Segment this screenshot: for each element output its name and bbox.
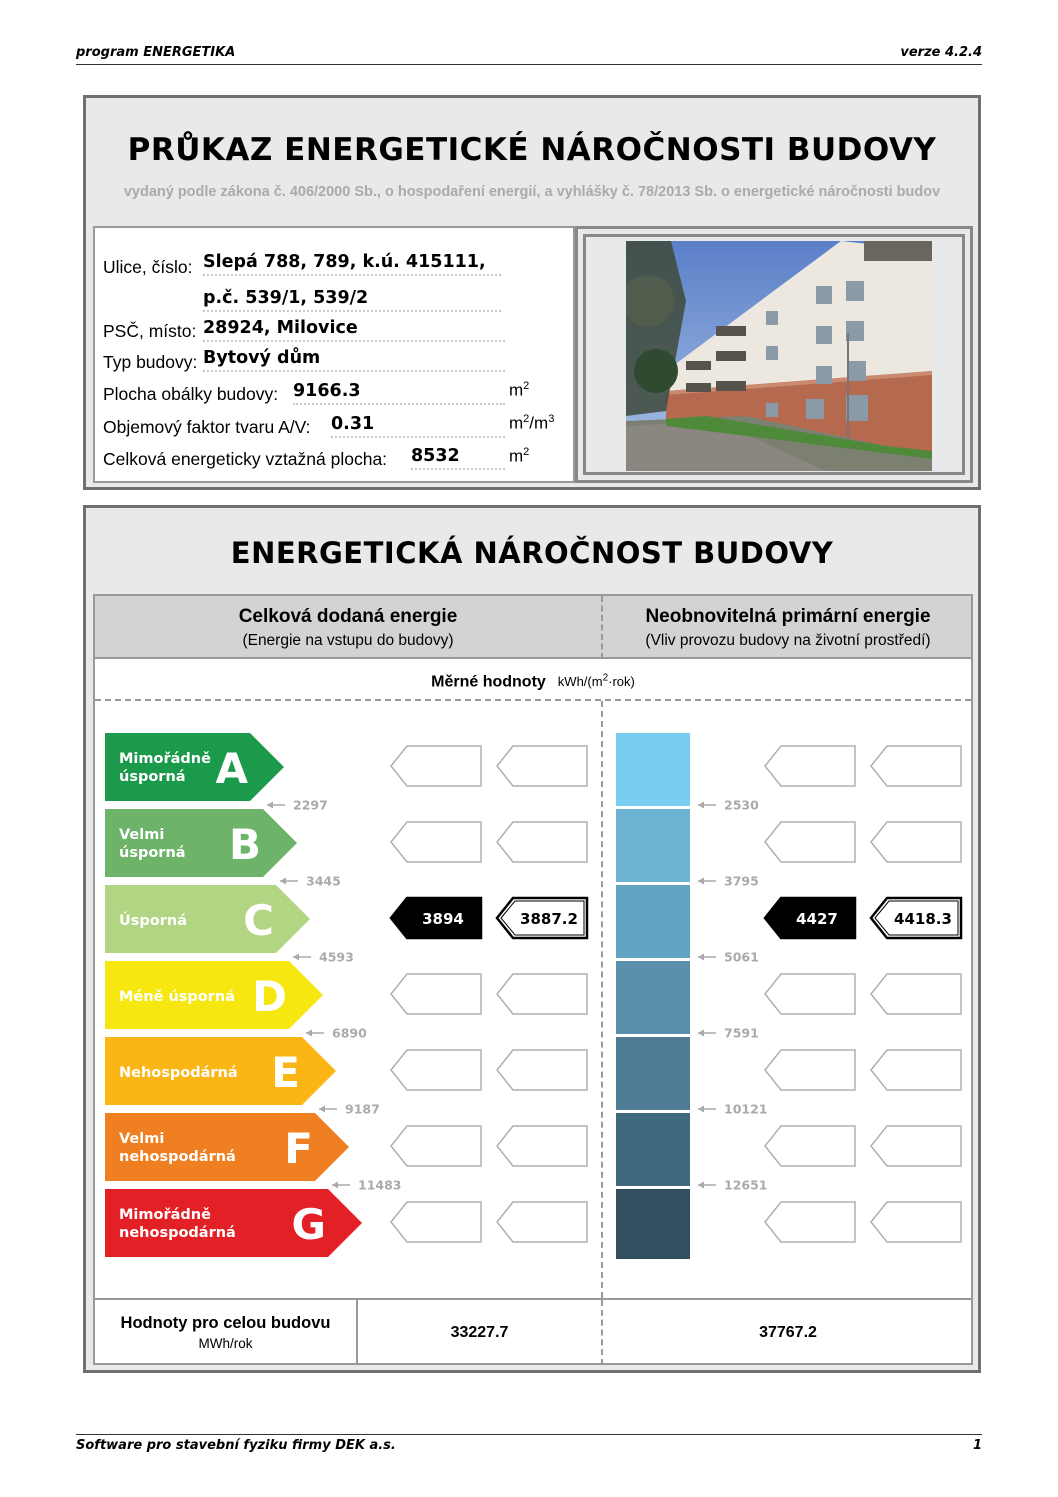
class-name: Méně úsporná [119, 989, 236, 1005]
building-photo [626, 241, 932, 471]
envelope-label: Plocha obálky budovy: [103, 384, 279, 404]
primary-limit-label: 7591 [724, 1025, 759, 1041]
class-name: Mimořádně [119, 1207, 211, 1223]
class-a-arrow [105, 733, 284, 801]
class-name: Mimořádně [119, 751, 211, 767]
building-info [93, 226, 575, 483]
class-name: úsporná [119, 845, 186, 861]
shape-value: 0.31 [331, 414, 505, 438]
delivered-energy-header: Celková dodaná energie (Energie na vstupu do budovy) [238, 606, 458, 649]
empty-marker [391, 974, 481, 1014]
marker-value: 3887.2 [520, 910, 578, 928]
class-letter: G [291, 1200, 326, 1249]
primary-limit-label: 5061 [724, 949, 759, 965]
class-letter: F [284, 1124, 313, 1173]
class-name: úsporná [119, 769, 186, 785]
delivered-limit-label: 9187 [345, 1101, 380, 1117]
marker-value: 4418.3 [894, 910, 952, 928]
delivered-value-marker [391, 898, 481, 938]
building-photo-frame [575, 226, 973, 483]
delivered-limit-label: 3445 [306, 873, 341, 889]
limit-arrow-head [293, 954, 299, 961]
limit-arrow-head [698, 802, 704, 809]
certificate-title: PRŮKAZ ENERGETICKÉ NÁROČNOSTI BUDOVY [127, 132, 937, 168]
empty-marker [765, 1050, 855, 1090]
empty-marker [497, 746, 587, 786]
limit-arrow-head [332, 1182, 338, 1189]
street-value-1: Slepá 788, 789, k.ú. 415111, [203, 252, 501, 276]
limit-arrow-head [698, 1182, 704, 1189]
empty-marker [765, 1202, 855, 1242]
energy-title: ENERGETICKÁ NÁROČNOST BUDOVY [230, 536, 834, 570]
certificate-panel [83, 95, 981, 490]
rating-scale [95, 701, 971, 1298]
limit-arrow-head [698, 1030, 704, 1037]
floor-value: 8532 [411, 446, 505, 470]
empty-marker [871, 1202, 961, 1242]
specific-values-header: Měrné hodnoty kWh/$(m^2\cdot rok)$ [95, 659, 971, 701]
total-delivered-value: 33227.7 [450, 1324, 509, 1341]
limit-arrow-head [698, 954, 704, 961]
city-value: 28924, Milovice [203, 318, 505, 342]
type-label: Typ budovy: [103, 352, 198, 372]
primary-reference-marker [871, 898, 961, 938]
empty-marker [391, 1050, 481, 1090]
totals-label: Hodnoty pro celou budovu MWh/rok [120, 1314, 331, 1351]
totals-row [95, 1298, 971, 1363]
limit-arrow-head [698, 878, 704, 885]
class-c-arrow [105, 885, 310, 953]
program-name: program ENERGETIKA [76, 45, 236, 60]
limit-arrow-head [280, 878, 286, 885]
marker-value: 4427 [796, 910, 838, 928]
primary-scale-segment [616, 885, 690, 958]
primary-energy-header: Neobnovitelná primární energie (Vliv provozu budovy na životní prostředí) [645, 606, 931, 649]
class-name: nehospodárná [119, 1149, 236, 1165]
class-name: Úsporná [119, 913, 188, 929]
class-b-arrow [105, 809, 297, 877]
class-d-arrow [105, 961, 323, 1029]
empty-marker [497, 974, 587, 1014]
primary-limit-label: 3795 [724, 873, 759, 889]
street-label: Ulice, číslo: [103, 257, 193, 277]
empty-marker [765, 1126, 855, 1166]
primary-limit-label: 10121 [724, 1101, 768, 1117]
column-headers [95, 596, 971, 659]
class-e-arrow [105, 1037, 336, 1105]
primary-limit-label: 12651 [724, 1177, 768, 1193]
empty-marker [497, 1202, 587, 1242]
city-label: PSČ, místo: [103, 321, 197, 341]
floor-label: Celková energeticky vztažná plocha: [103, 449, 388, 469]
certificate-subtitle: vydaný podle zákona č. 406/2000 Sb., o hospodaření energií, a vyhlášky č. 78/2013 Sb. o energetické náročnosti budov [123, 184, 941, 200]
type-value: Bytový dům [203, 348, 505, 372]
empty-marker [871, 1050, 961, 1090]
delivered-reference-marker [497, 898, 587, 938]
empty-marker [497, 1126, 587, 1166]
primary-scale-segment [616, 1189, 690, 1259]
empty-marker [765, 974, 855, 1014]
class-name: Velmi [119, 1131, 165, 1147]
delivered-limit-label: 6890 [332, 1025, 367, 1041]
empty-marker [765, 746, 855, 786]
limit-arrow-head [319, 1106, 325, 1113]
class-letter: C [243, 896, 274, 945]
primary-scale-segment [616, 1037, 690, 1110]
shape-label: Objemový faktor tvaru A/V: [103, 417, 311, 437]
empty-marker [871, 974, 961, 1014]
class-letter: E [271, 1048, 300, 1097]
primary-scale-segment [616, 733, 690, 806]
energy-table [93, 594, 973, 1365]
empty-marker [497, 822, 587, 862]
empty-marker [391, 1202, 481, 1242]
page-number: 1 [972, 1438, 982, 1453]
primary-value-marker [765, 898, 855, 938]
floor-unit: $m^2$ [509, 446, 530, 466]
delivered-limit-label: 11483 [358, 1177, 402, 1193]
program-version: verze 4.2.4 [900, 45, 982, 60]
street-value-2: p.č. 539/1, 539/2 [203, 288, 501, 312]
page-header [76, 45, 982, 65]
empty-marker [391, 1126, 481, 1166]
envelope-unit: $m^2$ [509, 380, 530, 400]
primary-scale-segment [616, 961, 690, 1034]
marker-value: 3894 [422, 910, 464, 928]
class-letter: B [228, 820, 261, 869]
delivered-limit-label: 4593 [319, 949, 354, 965]
empty-marker [391, 746, 481, 786]
empty-marker [871, 1126, 961, 1166]
limit-arrow-head [698, 1106, 704, 1113]
limit-arrow-head [306, 1030, 312, 1037]
limit-arrow-head [267, 802, 273, 809]
class-letter: D [252, 972, 287, 1021]
empty-marker [391, 822, 481, 862]
envelope-value: 9166.3 [293, 381, 505, 405]
class-letter: A [215, 744, 248, 793]
shape-unit: $m^2/m^3$ [509, 413, 555, 433]
software-name: Software pro stavební fyziku firmy DEK a.s. [76, 1438, 396, 1453]
page-footer [76, 1434, 982, 1456]
empty-marker [765, 822, 855, 862]
empty-marker [871, 746, 961, 786]
primary-scale-segment [616, 1113, 690, 1186]
energy-panel [83, 505, 981, 1373]
total-primary-value: 37767.2 [759, 1324, 817, 1341]
class-name: Nehospodárná [119, 1065, 238, 1081]
class-name: Velmi [119, 827, 165, 843]
class-f-arrow [105, 1113, 349, 1181]
empty-marker [871, 822, 961, 862]
empty-marker [497, 1050, 587, 1090]
primary-scale-segment [616, 809, 690, 882]
primary-limit-label: 2530 [724, 797, 759, 813]
class-g-arrow [105, 1189, 362, 1257]
delivered-limit-label: 2297 [293, 797, 328, 813]
class-name: nehospodárná [119, 1225, 236, 1241]
